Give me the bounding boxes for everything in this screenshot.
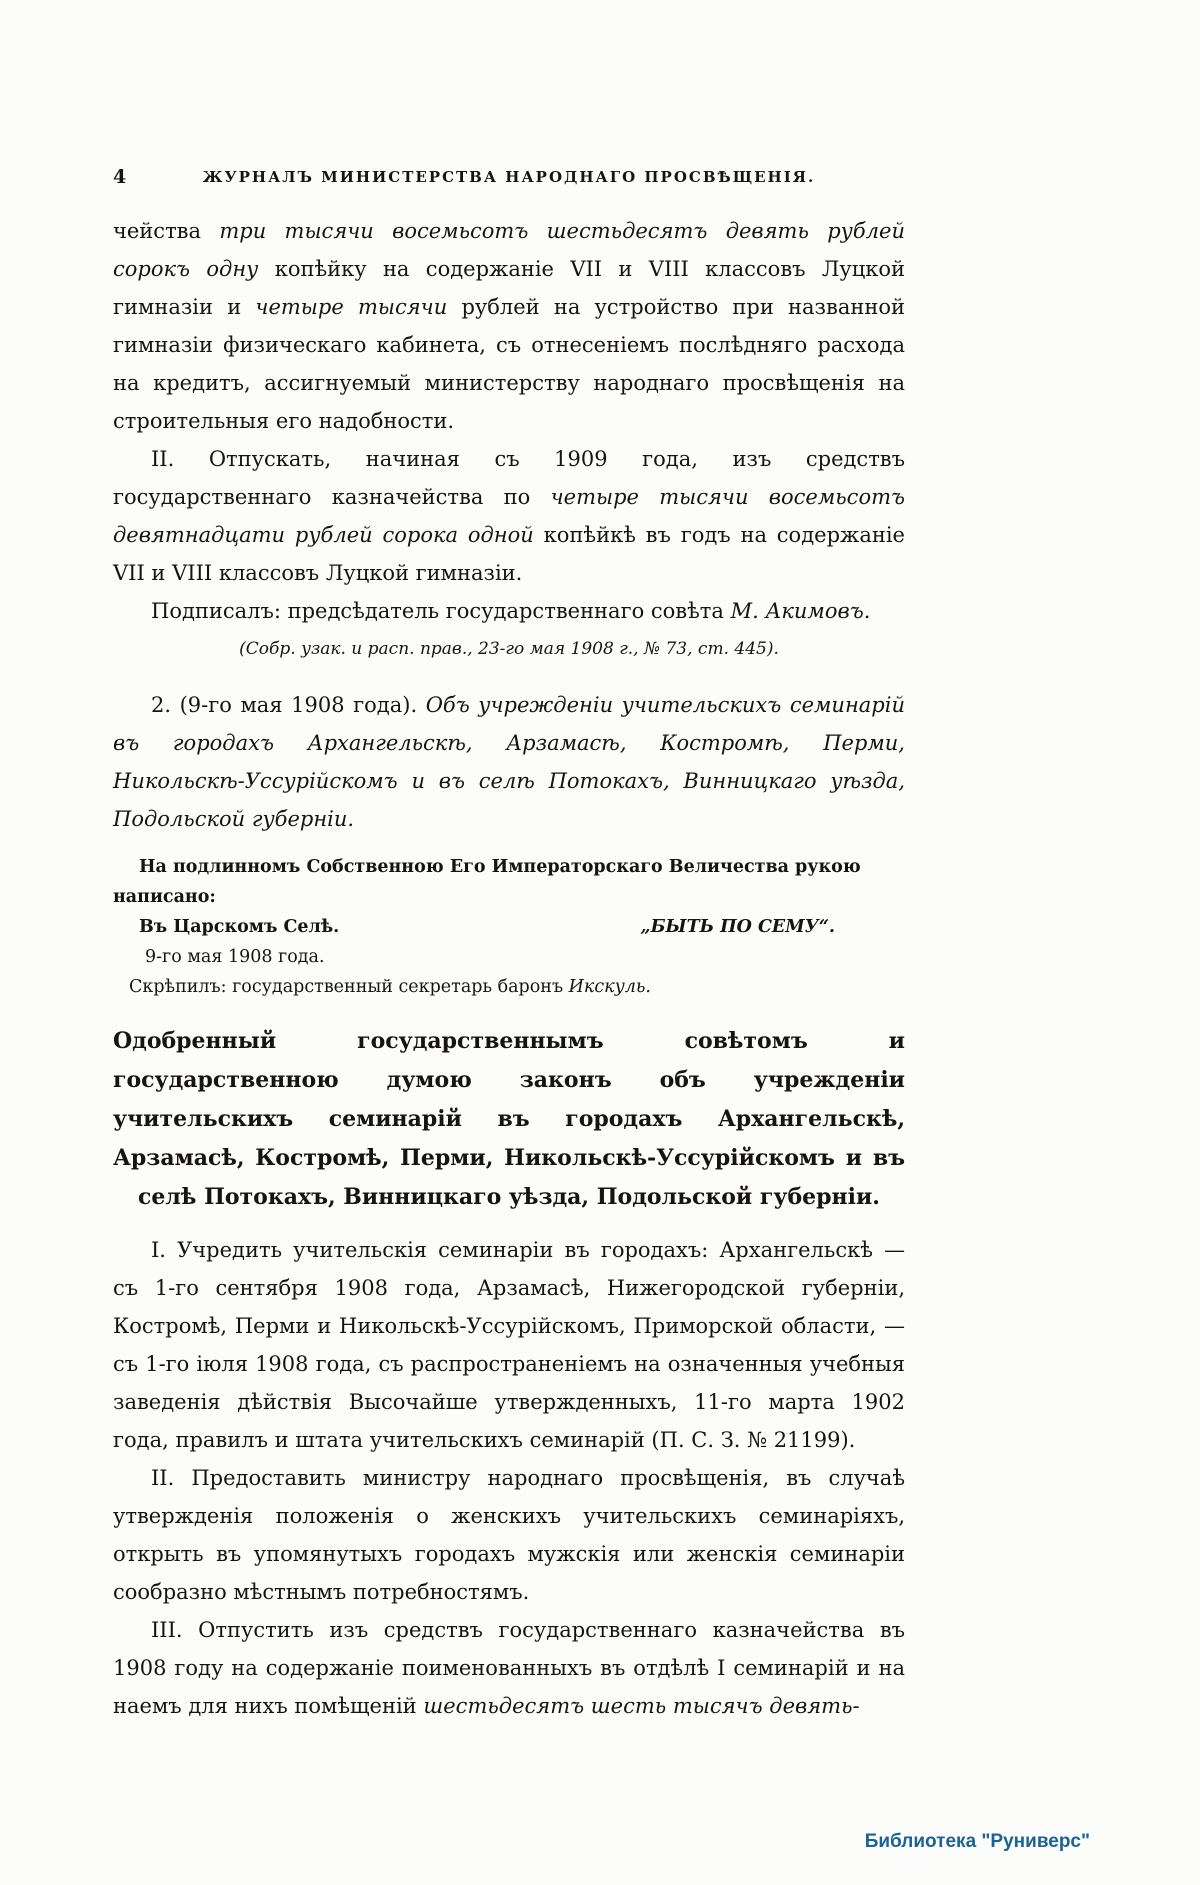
imperial-resolution: „БЫТЬ ПО СЕМУ“. xyxy=(640,917,835,937)
text-segment: чейства xyxy=(113,219,220,243)
rescript-place: Въ Царскомъ Селѣ. xyxy=(139,917,340,937)
law-heading xyxy=(113,1022,905,1217)
text-segment: III. Отпустить изъ средствъ государственнаго казначейства въ 1908 году на содержаніе поименованныхъ въ отдѣлѣ I семинарій и на наемъ для нихъ помѣщеній xyxy=(113,1618,905,1718)
citation-line: (Собр. узак. и расп. прав., 23-го мая 1908 г., № 73, ст. 445). xyxy=(239,639,779,659)
page-header xyxy=(113,166,905,192)
page-content xyxy=(113,212,905,1725)
text-segment: Одобренный государственнымъ совѣтомъ и государственною думою законъ объ учрежденіи учительскихъ семинарій въ городахъ Архангельскѣ, Арзамасѣ, Костромѣ, Перми, Никольскѣ-Уссурійскомъ и въ селѣ Потокахъ, Винницкаго уѣзда, Подольской губерніи. xyxy=(113,1028,905,1210)
library-watermark: Библиотека "Руниверс" xyxy=(864,1831,1090,1852)
text-segment: II. Отпускать, начиная съ 1909 года, изъ средствъ государственнаго казначейства по xyxy=(113,447,905,509)
rescript-date: 9-го мая 1908 года. xyxy=(145,947,325,967)
journal-title: ЖУРНАЛЪ МИНИСТЕРСТВА НАРОДНАГО ПРОСВѢЩЕНІЯ. xyxy=(202,168,816,186)
text-segment: I. Учредить учительскія семинаріи въ городахъ: Архангельскѣ — съ 1-го сентября 1908 года, Арзамасѣ, Нижегородской губерніи, Костромѣ, Перми и Никольскѣ-Уссурійскомъ, Приморской области, — съ 1-го іюля 1908 года, съ распространеніемъ на означенныя учебныя заведенія дѣйствія Высочайше утвержденныхъ, 11-го марта 1902 года, правилъ и штата учительскихъ семинарій (П. С. З. № 21199). xyxy=(113,1238,905,1452)
imperial-rescript-block xyxy=(113,852,905,1002)
text-segment: копѣйкѣ въ годъ на содержаніе VII и VIII классовъ Луцкой гимназіи. xyxy=(113,523,905,585)
text-segment: Объ учрежденіи учительскихъ семинарій въ городахъ Архангельскѣ, Арзамасѣ, Костромѣ, Перми, Никольскѣ-Уссурійскомъ и въ селѣ Потокахъ, Винницкаго уѣзда, Подольской губерніи. xyxy=(113,693,905,831)
text-segment: шестьдесятъ шесть тысячъ девять- xyxy=(423,1694,860,1718)
text-segment: Подписалъ: предсѣдатель государственнаго совѣта xyxy=(151,599,731,623)
text-segment: Икскуль. xyxy=(568,977,651,997)
text-segment: рублей на устройство при названной гимназіи физическаго кабинета, съ отнесеніемъ послѣдняго расхода на кредитъ, ассигнуемый министерству народнаго просвѣщенія на строительныя его надобности. xyxy=(113,295,905,433)
text-segment: 2. (9-го мая 1908 года). xyxy=(151,693,426,717)
article-i xyxy=(113,1231,905,1459)
text-segment: копѣйку на содержаніе VII и VIII классовъ Луцкой гимназіи и xyxy=(113,257,906,319)
section-2-heading xyxy=(113,686,905,838)
text-segment: II. Предоставить министру народнаго просвѣщенія, въ случаѣ утвержденія положенія о женскихъ учительскихъ семинаріяхъ, открыть въ упомянутыхъ городахъ мужскія или женскія семинаріи сообразно мѣстнымъ потребностямъ. xyxy=(113,1466,905,1604)
signature-line xyxy=(113,592,905,630)
rescript-intro: На подлинномъ Собственною Его Императорскаго Величества рукою написано: xyxy=(113,857,861,907)
page-number: 4 xyxy=(113,166,127,188)
paragraph-article-ii-decree xyxy=(113,440,905,592)
text-segment: М. Акимовъ. xyxy=(730,599,871,623)
article-iii xyxy=(113,1611,905,1725)
rescript-place-row xyxy=(113,912,905,942)
text-segment: четыре тысячи xyxy=(255,295,448,319)
article-ii xyxy=(113,1459,905,1611)
paragraph-continuation xyxy=(113,212,905,440)
text-segment: три тысячи восемьсотъ шестьдесятъ девять рублей сорокъ одну xyxy=(113,219,905,281)
text-segment: Скрѣпилъ: государственный секретарь баронъ xyxy=(129,977,569,997)
text-segment: четыре тысячи восемьсотъ девятнадцати рублей сорока одной xyxy=(113,485,905,547)
rescript-secretary xyxy=(113,972,905,1002)
